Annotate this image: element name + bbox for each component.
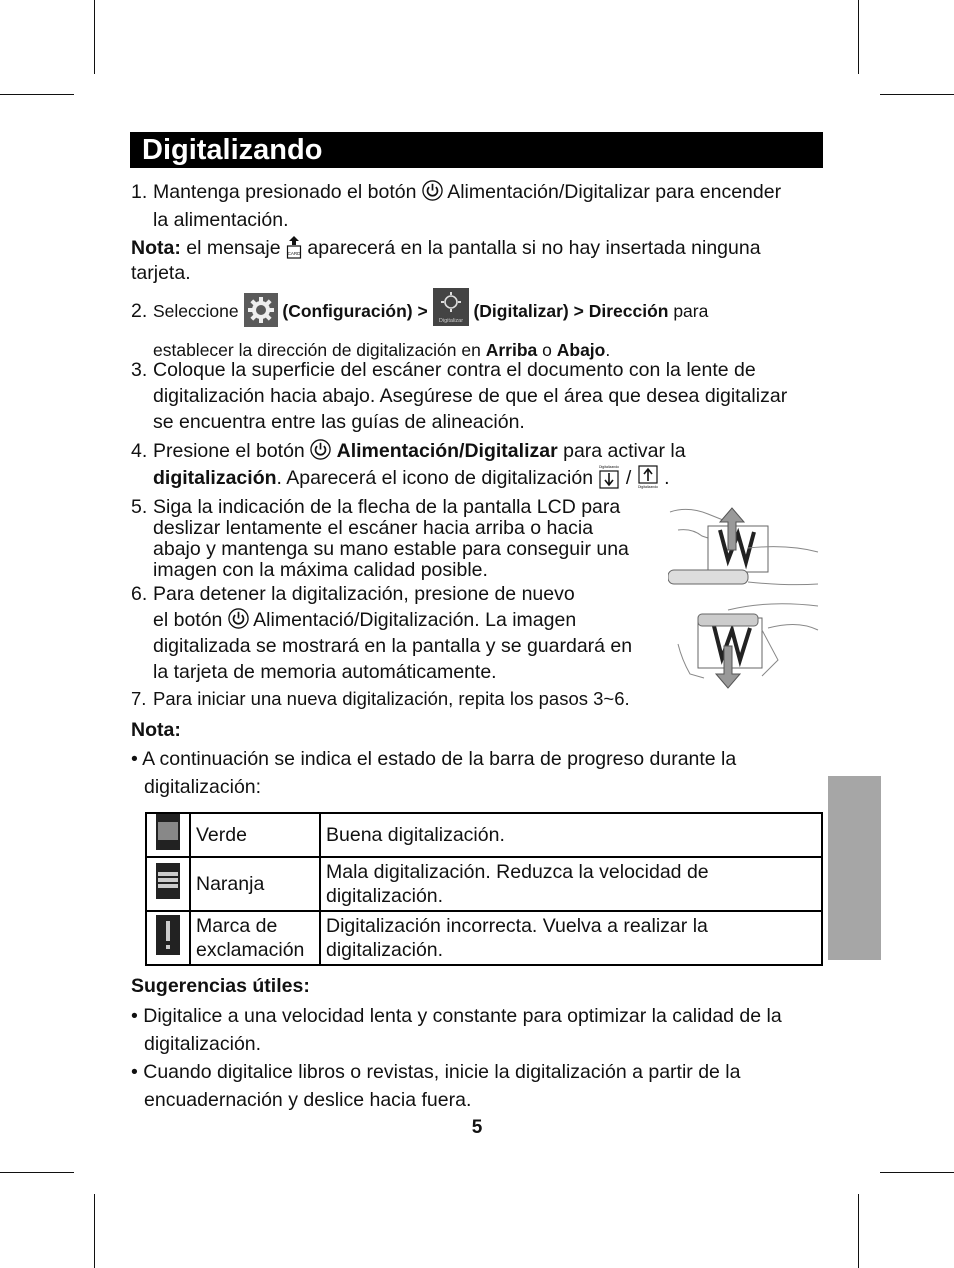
crop-mark	[858, 0, 859, 74]
step-2-cont: establecer la dirección de digitalización en Arriba o Abajo.	[153, 340, 611, 360]
note-2: Nota:	[131, 719, 181, 741]
table-row	[146, 857, 822, 911]
crop-mark	[880, 94, 954, 95]
step-5: 5. Siga la indicación de la flecha de la pantalla LCD para deslizar lentamente el escáner hacia arriba o hacia abajo y mantenga su mano estable para conseguir una imagen con la máxima calidad posible.	[131, 496, 629, 581]
green-bar-icon	[156, 814, 180, 850]
svg-text:Digitalizando: Digitalizando	[599, 464, 620, 469]
svg-text:Digitalizar: Digitalizar	[438, 318, 463, 325]
crop-mark	[858, 1194, 859, 1268]
step-7: 7. Para iniciar una nueva digitalización, repita los pasos 3~6.	[131, 688, 630, 709]
exclamation-icon	[156, 915, 180, 955]
step-6: 6. Para detener la digitalización, presione de nuevo el botón Alimentació/Digitalización. La imagen digitalizada se mostrará en la pantalla y se guardará en la tarjeta de memoria automáticamente.	[131, 583, 633, 683]
tips-title: Sugerencias útiles:	[131, 975, 310, 997]
power-icon	[422, 180, 443, 201]
card-icon	[286, 235, 302, 259]
svg-text:Digitalizando: Digitalizando	[637, 484, 658, 489]
table-row	[146, 911, 822, 965]
status-desc: Buena digitalización.	[320, 813, 822, 857]
status-color: Marca de exclamación	[190, 911, 320, 965]
status-desc: Digitalización incorrecta. Vuelva a realizar la digitalización.	[320, 911, 822, 965]
status-desc: Mala digitalización. Reduzca la velocidad de digitalización.	[320, 857, 822, 911]
step-3: 3. Coloque la superficie del escáner contra el documento con la lente de digitalización hacia abajo. Asegúrese de que el área que desea digitalizar se encuentra entre las guías de alineación.	[131, 359, 788, 433]
scan-settings-icon	[433, 288, 469, 326]
step-2: 2. Seleccione (Configuración) > Digitalizar (Digitalizar) > Dirección para	[131, 292, 826, 331]
crop-mark	[94, 0, 95, 74]
crop-mark	[0, 1172, 74, 1173]
step-1: 1. Mantenga presionado el botón Alimentación/Digitalizar para encender la alimentación.	[131, 181, 782, 231]
power-icon	[310, 439, 331, 460]
scan-up-illustration	[668, 500, 820, 592]
side-tab	[828, 776, 881, 960]
table-row	[146, 813, 822, 857]
status-color: Verde	[190, 813, 320, 857]
svg-text:CARD: CARD	[287, 250, 301, 256]
page-number: 5	[471, 1117, 483, 1138]
note-1: Nota: el mensaje CARD aparecerá en la pantalla si no hay insertada ninguna tarjeta.	[131, 236, 826, 285]
scanning-down-icon	[598, 464, 620, 490]
crop-mark	[880, 1172, 954, 1173]
settings-gear-icon	[244, 293, 278, 327]
crop-mark	[94, 1194, 95, 1268]
tips: Sugerencias útiles: • Digitalice a una velocidad lenta y constante para optimizar la calidad de la digitalización. • Cuando digitalice libros o revistas, inicie la digitalización a partir de la encuadernación y deslice hacia fuera.	[131, 975, 782, 1111]
status-table	[145, 812, 823, 966]
orange-bar-icon	[156, 863, 180, 899]
scan-down-illustration	[668, 600, 820, 692]
note-2-bullet: • A continuación se indica el estado de la barra de progreso durante la digitalización:	[131, 748, 737, 798]
status-color: Naranja	[190, 857, 320, 911]
power-icon	[228, 608, 249, 629]
crop-mark	[0, 94, 74, 95]
section-header	[130, 132, 823, 168]
scanning-up-icon	[637, 464, 659, 490]
step-4: 4. Presione el botón Alimentación/Digitalizar para activar la digitalización. Aparecerá el icono de digitalización Digitalizando / Digitalizando .	[131, 440, 686, 489]
section-title: Digitalizando	[142, 134, 323, 166]
